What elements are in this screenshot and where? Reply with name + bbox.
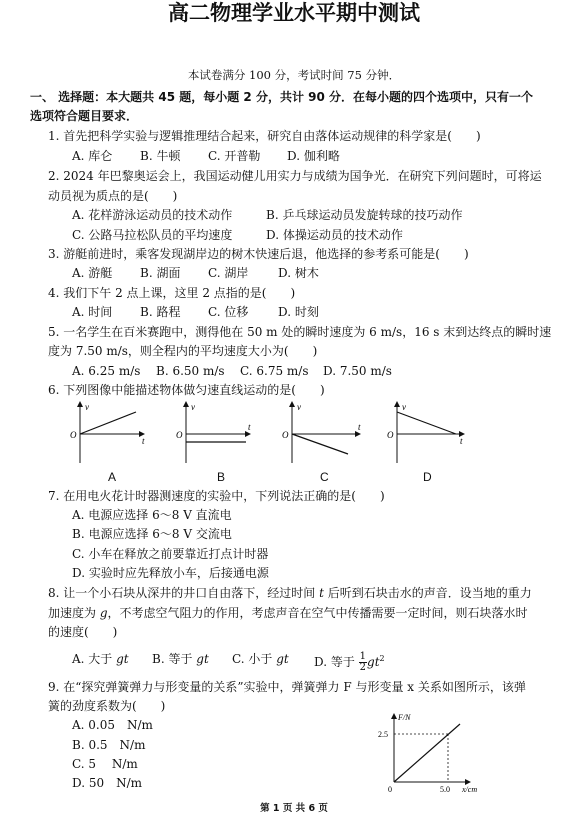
q3-option-b: B. 湖面 [140,266,181,280]
q6-d-axis-v: v [402,402,406,412]
question-7-stem: 7. 在用电火花计时器测速度的实验中，下列说法正确的是( ) [48,489,385,503]
question-8-stem-line3: 的速度( ) [48,625,118,639]
q9-force-line [394,724,460,782]
q9-option-d: D. 50 N/m [72,776,143,790]
q1-option-d: D. 伽利略 [287,149,340,163]
q1-option-a: A. 库仑 [72,149,113,163]
q6-label-a: A [108,470,117,484]
q6-graph-d [387,402,464,463]
question-2-stem-line1: 2. 2024 年巴黎奥运会上，我国运动健儿用实力与成绩为国争光．在研究下列问题时，可将运 [48,169,542,183]
q9-option-a: A. 0.05 N/m [72,718,153,732]
q8-option-b: B. 等于 gt [152,652,209,666]
q6-graph-b [176,402,251,463]
question-5-stem-line2: 度为 7.50 m/s，则全程内的平均速度大小为( ) [48,344,318,358]
question-8-stem-line2: 加速度为 g，不考虑空气阻力的作用，考虑声音在空气中传播需要一定时间，则石块落水时 [48,606,528,620]
q7-option-b: B. 电源应选择 6～8 V 交流电 [72,527,232,541]
q6-a-axis-v: v [85,402,89,412]
q7-option-a: A. 电源应选择 6～8 V 直流电 [72,508,232,522]
q2-option-c: C. 公路马拉松队员的平均速度 [72,228,233,242]
q5-option-b: B. 6.50 m/s [156,364,225,378]
q2-option-d: D. 体操运动员的技术动作 [266,228,403,242]
q6-c-axis-v: v [297,402,301,412]
question-2-stem-line2: 动员视为质点的是( ) [48,189,178,203]
question-3-stem: 3. 游艇前进时，乘客发现湖岸边的树木快速后退，他选择的参考系可能是( ) [48,247,469,261]
q9-xlabel: x/cm [462,785,478,794]
question-9-stem-line2: 簧的劲度系数为( ) [48,699,166,713]
q6-c-origin: O [282,430,289,440]
q6-b-origin: O [176,430,183,440]
q5-option-a: A. 6.25 m/s [72,364,141,378]
q9-option-b: B. 0.5 N/m [72,738,146,752]
q4-option-c: C. 位移 [208,305,249,319]
question-6-stem: 6. 下列图像中能描述物体做匀速直线运动的是( ) [48,383,325,397]
q9-ytick: 2.5 [378,730,388,739]
q6-graphs [60,398,480,468]
q6-b-axis-t: t [248,422,251,432]
question-9-stem-line1: 9. 在“探究弹簧弹力与形变量的关系”实验中，弹簧弹力 F 与形变量 x 关系如图所示，该弹 [48,680,526,694]
q2-option-a: A. 花样游泳运动员的技术动作 [72,208,233,222]
page-footer: 第 1 页 共 6 页 [260,803,328,814]
q5-option-d: D. 7.50 m/s [323,364,392,378]
exam-info: 本试卷满分 100 分，考试时间 75 分钟． [187,68,401,82]
q7-option-c: C. 小车在释放之前要靠近打点计时器 [72,547,269,561]
q9-xtick: 5.0 [440,785,450,794]
fraction-one-half: $\frac{1}{2}$ [359,651,367,673]
q6-a-axis-t: t [142,436,145,446]
q6-d-axis-t: t [460,436,463,446]
q5-option-c: C. 6.75 m/s [240,364,309,378]
q6-label-b: B [217,470,226,484]
q9-ylabel: F/N [398,713,411,722]
question-5-stem-line1: 5. 一名学生在百米赛跑中，测得他在 50 m 处的瞬时速度为 6 m/s，16 s 末到达终点的瞬时速 [48,325,552,339]
q4-option-a: A. 时间 [72,305,113,319]
q6-label-d: D [423,470,432,484]
q4-option-b: B. 路程 [140,305,181,319]
q8-option-d: D. 等于 $\frac{1}{2}$ $gt^2$ [314,651,385,673]
q3-option-d: D. 树木 [278,266,319,280]
q6-graph-a [70,402,145,463]
question-8-stem-line1: 8. 让一个小石块从深井的井口自由落下，经过时间 t 后听到石块击水的声音．设当地的重力 [48,586,532,600]
q1-option-c: C. 开普勒 [208,149,261,163]
section-heading-line1: 一、 选择题：本大题共 45 题，每小题 2 分，共计 90 分．在每小题的四个选项中，只有一个 [30,90,533,104]
q8-option-c: C. 小于 gt [232,652,289,666]
page-title: 高二物理学业水平期中测试 [168,1,420,25]
q6-label-c: C [320,470,329,484]
question-4-stem: 4. 我们下午 2 点上课，这里 2 点指的是( ) [48,286,296,300]
q9-origin: 0 [388,785,392,794]
section-heading-line2: 选项符合题目要求． [30,109,139,123]
q6-graph-c [282,402,361,463]
q2-option-b: B. 乒乓球运动员发旋转球的技巧动作 [266,208,463,222]
q9-force-graph [370,710,490,794]
q6-d-origin: O [387,430,394,440]
q6-c-axis-t: t [358,422,361,432]
q9-option-c: C. 5 N/m [72,757,138,771]
q8-option-a: A. 大于 gt [72,652,129,666]
q6-a-origin: O [70,430,77,440]
q6-b-axis-v: v [191,402,195,412]
q3-option-a: A. 游艇 [72,266,113,280]
q7-option-d: D. 实验时应先释放小车，后接通电源 [72,566,269,580]
q1-option-b: B. 牛顿 [140,149,181,163]
q3-option-c: C. 湖岸 [208,266,249,280]
question-1-stem: 1. 首先把科学实验与逻辑推理结合起来，研究自由落体运动规律的科学家是( ) [48,129,481,143]
q4-option-d: D. 时刻 [278,305,319,319]
